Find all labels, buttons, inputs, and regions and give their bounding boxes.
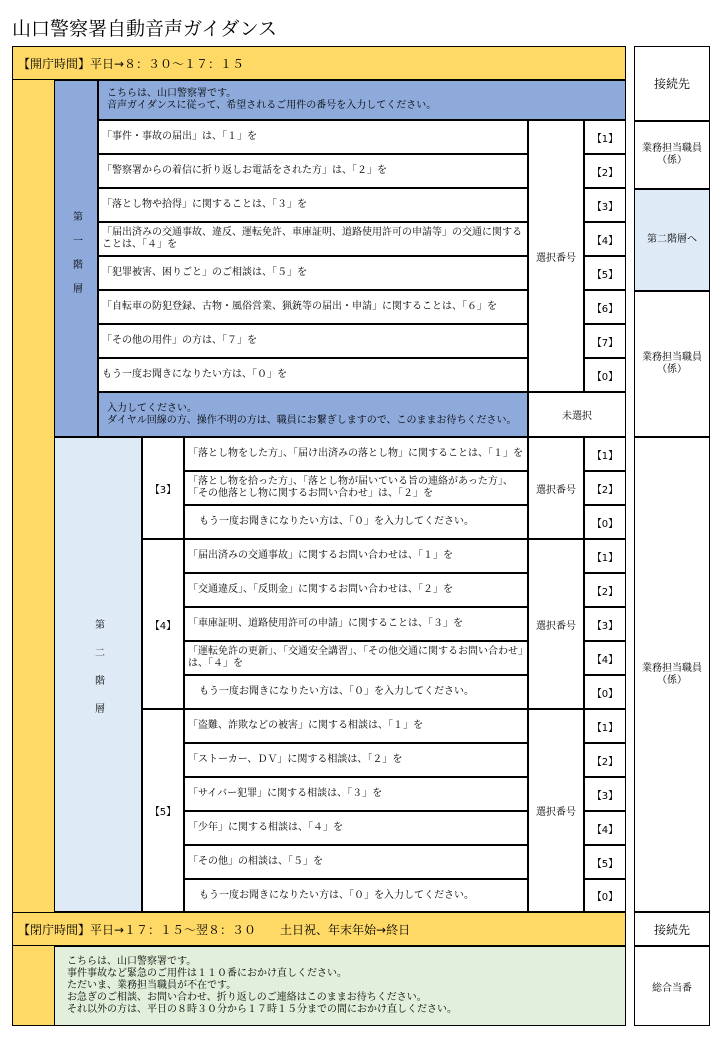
second-floor-select-label: 選択番号 xyxy=(528,539,584,709)
first-floor-item-number: 【0】 xyxy=(584,358,626,392)
second-floor-item-number: 【2】 xyxy=(584,471,626,505)
second-floor-item-number: 【0】 xyxy=(584,675,626,709)
second-floor-item-text: もう一度お聞きになりたい方は、「０」を入力してください。 xyxy=(184,505,528,539)
connect-header-2: 接続先 xyxy=(634,912,710,946)
first-floor-item-text: 「落とし物や拾得」に関することは、「３」を xyxy=(98,188,528,222)
first-floor-item-number: 【2】 xyxy=(584,154,626,188)
second-floor-item-text: 「落とし物をした方」、「届け出済みの落とし物」に関することは、「１」を xyxy=(184,437,528,471)
second-floor-item-number: 【0】 xyxy=(584,505,626,539)
second-floor-item-number: 【4】 xyxy=(584,641,626,675)
first-floor-item-number: 【7】 xyxy=(584,324,626,358)
unselected-label: 未選択 xyxy=(528,392,626,437)
second-floor-item-number: 【0】 xyxy=(584,879,626,912)
second-floor-item-number: 【3】 xyxy=(584,607,626,641)
second-floor-item-text: 「少年」に関する相談は、「４」を xyxy=(184,811,528,845)
first-floor-item-text: 「届出済みの交通事故、違反、運転免許、車庫証明、道路使用許可の申請等」の交通に関することは、「４」を xyxy=(98,222,528,256)
second-floor-item-text: 「落とし物を拾った方」、「落とし物が届いている旨の連絡があった方」、「その他落とし物に関するお問い合わせ」は、「２」を xyxy=(184,471,528,505)
first-floor-item-number: 【1】 xyxy=(584,120,626,154)
first-floor-item-number: 【6】 xyxy=(584,290,626,324)
connect-header: 接続先 xyxy=(634,46,710,121)
open-hours-margin xyxy=(12,80,54,912)
second-floor-item-number: 【3】 xyxy=(584,777,626,811)
first-floor-item-text: 「事件・事故の届出」は、「１」を xyxy=(98,120,528,154)
first-floor-item-text: 「犯罪被害、困りごと」のご相談は、「５」を xyxy=(98,256,528,290)
connect-second-floor: 第二階層へ xyxy=(634,189,710,291)
second-floor-item-text: 「交通違反」、「反則金」に関するお問い合わせは、「２」を xyxy=(184,573,528,607)
unselected-text: 入力してください。 ダイヤル回線の方、操作不明の方は、職員にお繋ぎしますので、このままお待ちください。 xyxy=(98,392,528,437)
first-floor-item-number: 【3】 xyxy=(584,188,626,222)
second-floor-group-code: 【5】 xyxy=(142,709,184,912)
first-floor-item-number: 【5】 xyxy=(584,256,626,290)
second-floor-item-number: 【2】 xyxy=(584,573,626,607)
open-hours-header: 【開庁時間】平日→８：３０～１７：１５ xyxy=(12,46,626,80)
first-floor-label-cell xyxy=(54,80,98,437)
second-floor-item-text: 「届出済みの交通事故」に関するお問い合わせは、「１」を xyxy=(184,539,528,573)
second-floor-item-number: 【1】 xyxy=(584,437,626,471)
page-title: 山口警察署自動音声ガイダンス xyxy=(12,18,278,40)
second-floor-item-text: 「その他」の相談は、「５」を xyxy=(184,845,528,879)
second-floor-label: 第二階層 xyxy=(92,618,104,731)
connect-staff-1: 業務担当職員 （係） xyxy=(634,121,710,189)
second-floor-item-number: 【5】 xyxy=(584,845,626,879)
second-floor-item-text: 「ストーカー、ＤＶ」に関する相談は、「２」を xyxy=(184,743,528,777)
second-floor-select-label: 選択番号 xyxy=(528,709,584,912)
second-floor-item-text: 「運転免許の更新」、「交通安全講習」、「その他交通に関するお問い合わせ」は、「４」を xyxy=(184,641,528,675)
second-floor-item-text: もう一度お聞きになりたい方は、「０」を入力してください。 xyxy=(184,879,528,912)
second-floor-item-text: 「盗難、詐欺などの被害」に関する相談は、「１」を xyxy=(184,709,528,743)
first-floor-label: 第一階層 xyxy=(70,210,82,307)
second-floor-item-text: もう一度お聞きになりたい方は、「０」を入力してください。 xyxy=(184,675,528,709)
first-floor-item-number: 【4】 xyxy=(584,222,626,256)
second-floor-group-code: 【4】 xyxy=(142,539,184,709)
second-floor-item-text: 「サイバー犯罪」に関する相談は、「３」を xyxy=(184,777,528,811)
closed-message: こちらは、山口警察署です。 事件事故など緊急のご用件は１１０番におかけ直しください。 ただいま、業務担当職員が不在です。 お急ぎのご相談、お問い合わせ、折り返しのご連絡はこのままお待ちください。 それ以外の方は、平日の８時３０分から１７時１５分までの間におかけ直しください。 xyxy=(54,946,626,1026)
closed-hours-header: 【閉庁時間】平日→１７：１５～翌８：３０ 土日祝、年末年始→終日 xyxy=(12,912,626,946)
connect-staff-3: 業務担当職員 （係） xyxy=(634,437,710,912)
connect-general: 総合当番 xyxy=(634,946,710,1026)
second-floor-item-number: 【4】 xyxy=(584,811,626,845)
first-floor-item-text: 「警察署からの着信に折り返しお電話をされた方」は、「２」を xyxy=(98,154,528,188)
second-floor-group-code: 【3】 xyxy=(142,437,184,539)
first-floor-intro: こちらは、山口警察署です。 音声ガイダンスに従って、希望されるご用件の番号を入力してください。 xyxy=(98,80,626,120)
second-floor-item-text: 「車庫証明、道路使用許可の申請」に関することは、「３」を xyxy=(184,607,528,641)
second-floor-item-number: 【1】 xyxy=(584,539,626,573)
first-floor-item-text: 「自転車の防犯登録、古物・風俗営業、猟銃等の届出・申請」に関することは、「６」を xyxy=(98,290,528,324)
second-floor-item-number: 【1】 xyxy=(584,709,626,743)
connect-staff-2: 業務担当職員 （係） xyxy=(634,291,710,437)
second-floor-select-label: 選択番号 xyxy=(528,437,584,539)
closed-hours-margin xyxy=(12,946,54,1026)
first-floor-select-label: 選択番号 xyxy=(528,120,584,392)
second-floor-label-cell xyxy=(54,437,142,912)
first-floor-item-text: 「その他の用件」の方は、「７」を xyxy=(98,324,528,358)
second-floor-item-number: 【2】 xyxy=(584,743,626,777)
first-floor-item-text: もう一度お聞きになりたい方は、「０」を xyxy=(98,358,528,392)
